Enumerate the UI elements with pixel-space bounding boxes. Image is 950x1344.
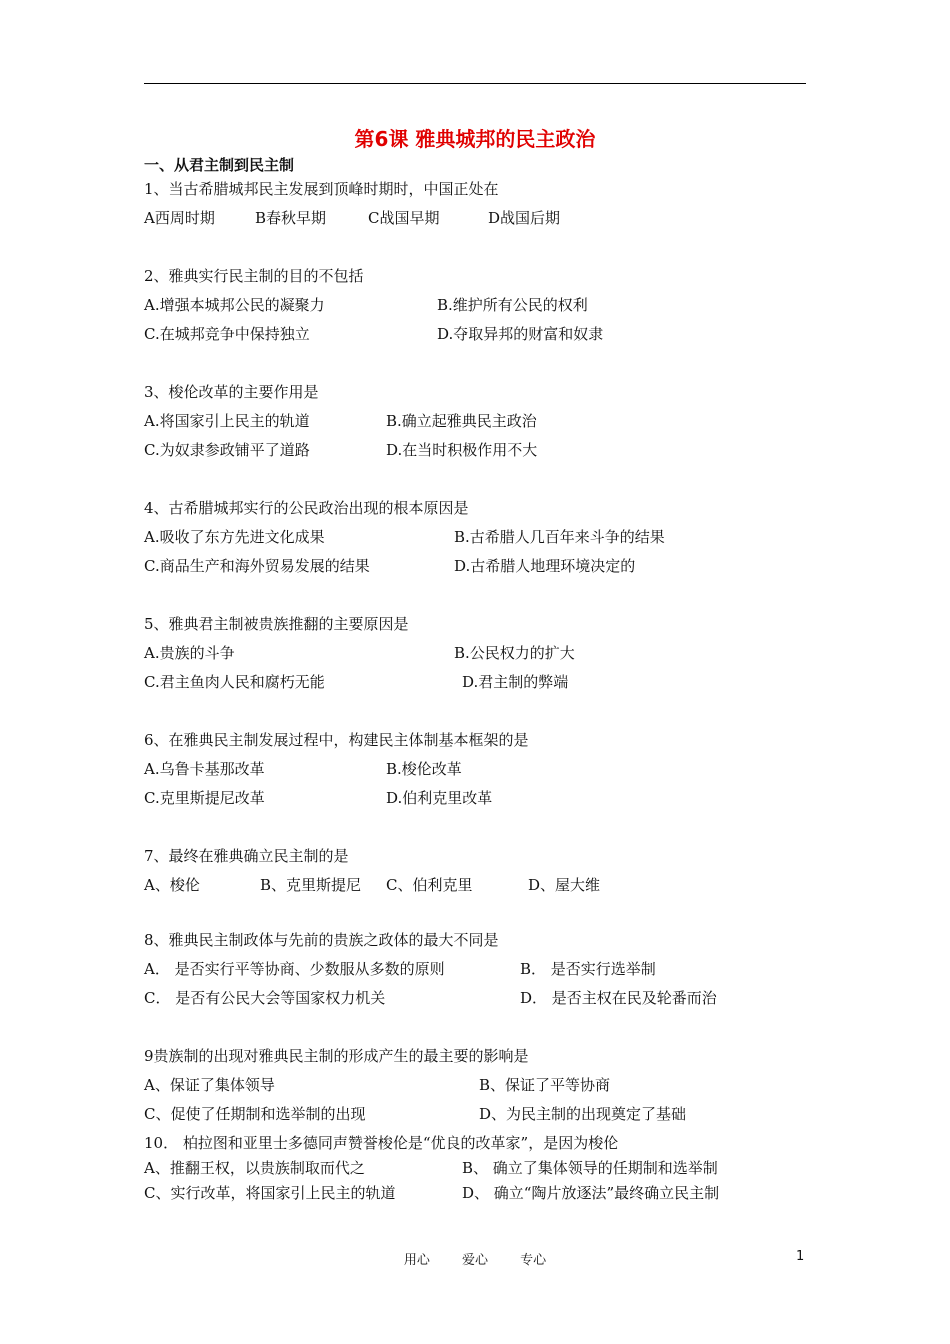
section-heading: 一、从君主制到民主制 — [144, 156, 295, 174]
header-rule — [144, 83, 806, 84]
question-9-option-d: D、为民主制的出现奠定了基础 — [479, 1105, 687, 1123]
footer-text-3: 专心 — [520, 1253, 547, 1268]
question-10-option-c: C、实行改革，将国家引上民主的轨道 — [144, 1184, 396, 1202]
page-title: 第6课 雅典城邦的民主政治 — [354, 127, 596, 151]
question-3-option-d: D.在当时积极作用不大 — [386, 441, 538, 459]
question-7-stem: 7、最终在雅典确立民主制的是 — [144, 847, 349, 865]
question-1-option-a: A西周时期 — [144, 209, 215, 227]
question-9-option-b: B、保证了平等协商 — [479, 1076, 611, 1094]
question-7-option-c: C、伯利克里 — [386, 876, 473, 894]
question-6-stem: 6、在雅典民主制发展过程中，构建民主体制基本框架的是 — [144, 731, 529, 749]
question-10-stem: 10． 柏拉图和亚里士多德同声赞誉梭伦是“优良的改革家”，是因为梭伦 — [144, 1134, 619, 1152]
question-8-option-b: B． 是否实行选举制 — [520, 960, 656, 978]
question-1-option-b: B春秋早期 — [255, 209, 327, 227]
question-8-option-a: A． 是否实行平等协商、少数服从多数的原则 — [144, 960, 445, 978]
question-4-option-a: A.吸收了东方先进文化成果 — [144, 528, 325, 546]
page-footer — [0, 1249, 950, 1268]
question-5-option-b: B.公民权力的扩大 — [454, 644, 575, 662]
question-2-option-a: A.增强本城邦公民的凝聚力 — [144, 296, 325, 314]
question-4-option-c: C.商品生产和海外贸易发展的结果 — [144, 557, 370, 575]
question-4-option-b: B.古希腊人几百年来斗争的结果 — [454, 528, 665, 546]
question-10-option-a: A、推翻王权，以贵族制取而代之 — [144, 1159, 365, 1177]
question-3-stem: 3、梭伦改革的主要作用是 — [144, 383, 319, 401]
footer-text-1: 用心 — [403, 1253, 430, 1268]
question-1-option-d: D战国后期 — [488, 209, 561, 227]
question-6-option-c: C.克里斯提尼改革 — [144, 789, 265, 807]
question-3-option-a: A.将国家引上民主的轨道 — [144, 412, 310, 430]
question-2-option-c: C.在城邦竞争中保持独立 — [144, 325, 310, 343]
question-6-option-b: B.梭伦改革 — [386, 760, 462, 778]
question-8-option-d: D． 是否主权在民及轮番而治 — [520, 989, 717, 1007]
question-1-option-c: C战国早期 — [368, 209, 440, 227]
question-9-stem: 9贵族制的出现对雅典民主制的形成产生的最主要的影响是 — [144, 1047, 529, 1065]
question-3-option-b: B.确立起雅典民主政治 — [386, 412, 537, 430]
question-5-stem: 5、雅典君主制被贵族推翻的主要原因是 — [144, 615, 409, 633]
question-6-option-a: A.乌鲁卡基那改革 — [144, 760, 265, 778]
question-6-option-d: D.伯利克里改革 — [386, 789, 493, 807]
question-8-stem: 8、雅典民主制政体与先前的贵族之政体的最大不同是 — [144, 931, 499, 949]
question-9-option-c: C、促使了任期制和选举制的出现 — [144, 1105, 366, 1123]
question-7-option-a: A、梭伦 — [144, 876, 200, 894]
question-4-option-d: D.古希腊人地理环境决定的 — [454, 557, 636, 575]
footer-text-2: 爱心 — [461, 1253, 488, 1268]
question-2-option-b: B.维护所有公民的权利 — [437, 296, 588, 314]
question-4-stem: 4、古希腊城邦实行的公民政治出现的根本原因是 — [144, 499, 469, 517]
question-2-stem: 2、雅典实行民主制的目的不包括 — [144, 267, 364, 285]
question-2-option-d: D.夺取异邦的财富和奴隶 — [437, 325, 604, 343]
question-3-option-c: C.为奴隶参政铺平了道路 — [144, 441, 310, 459]
question-10-option-b: B、 确立了集体领导的任期制和选举制 — [462, 1159, 718, 1177]
question-7-option-d: D、屋大维 — [528, 876, 601, 894]
question-9-option-a: A、保证了集体领导 — [144, 1076, 275, 1094]
page-number: 1 — [796, 1249, 805, 1264]
question-5-option-c: C.君主鱼肉人民和腐朽无能 — [144, 673, 325, 691]
question-5-option-a: A.贵族的斗争 — [144, 644, 235, 662]
question-1-stem: 1、当古希腊城邦民主发展到顶峰时期时，中国正处在 — [144, 180, 499, 198]
question-8-option-c: C． 是否有公民大会等国家权力机关 — [144, 989, 386, 1007]
question-5-option-d: D.君主制的弊端 — [462, 673, 569, 691]
question-10-option-d: D、 确立“陶片放逐法”最终确立民主制 — [462, 1184, 720, 1202]
question-7-option-b: B、克里斯提尼 — [260, 876, 362, 894]
